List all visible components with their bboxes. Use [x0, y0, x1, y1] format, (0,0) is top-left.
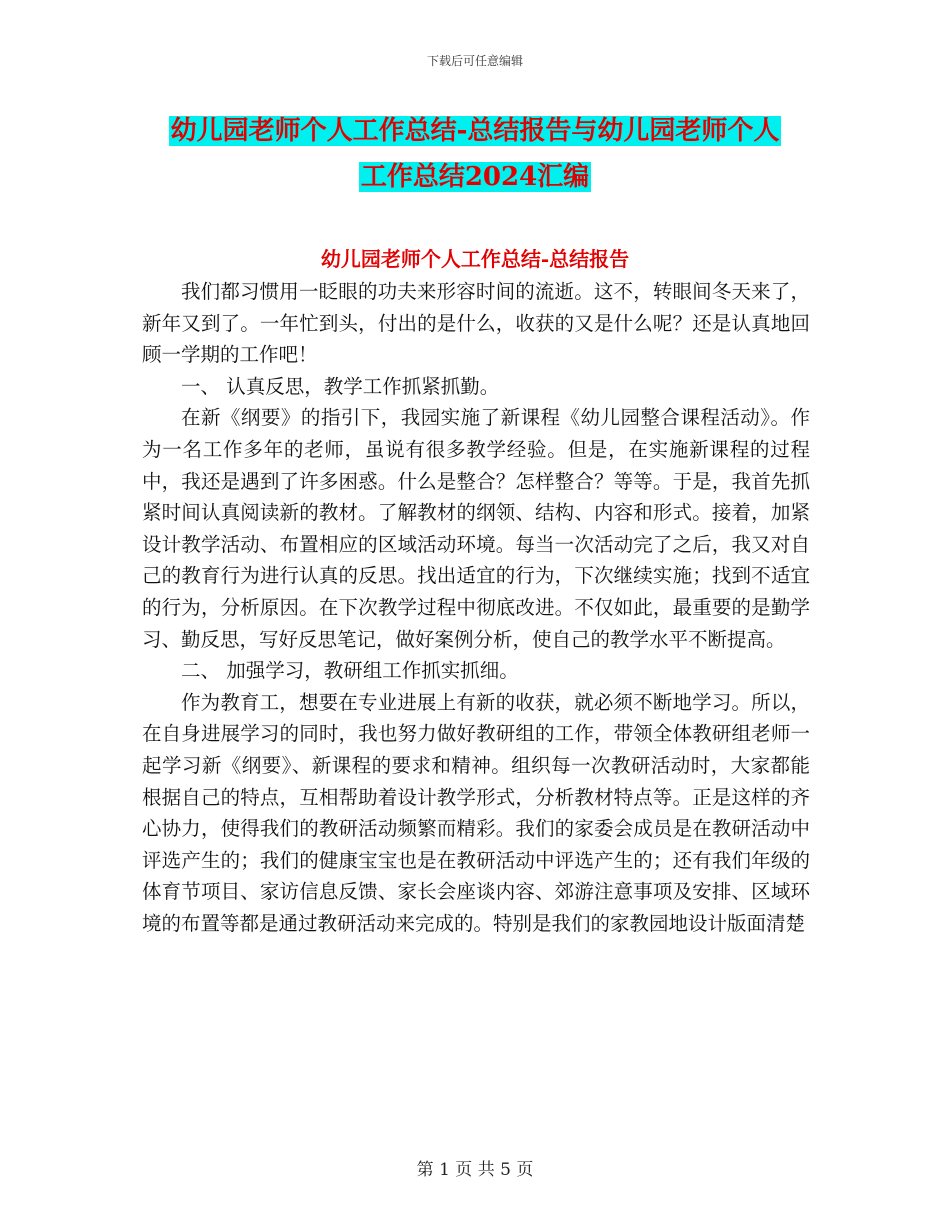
- document-title-line-2: 工作总结2024汇编: [360, 162, 590, 192]
- paragraph-heading: 一、 认真反思，教学工作抓紧抓勤。: [181, 374, 500, 398]
- document-title: [0, 108, 950, 200]
- page-number: 第 1 页 共 5 页: [416, 1160, 534, 1180]
- document-title-line-1: 幼儿园老师个人工作总结-总结报告与幼儿园老师个人: [170, 116, 780, 146]
- paragraph: 在新《纲要》的指引下，我园实施了新课程《幼儿园整合课程活动》。作为一名工作多年的老师，虽说有很多教学经验。但是，在实施新课程的过程中，我还是遇到了许多困惑。什么是整合？怎样整合？等等。于是，我首先抓紧时间认真阅读新的教材。了解教材的纲领、结构、内容和形式。接着，加紧设计教学活动、布置相应的区域活动环境。每当一次活动完了之后，我又对自己的教育行为进行认真的反思。找出适宜的行为，下次继续实施；找到不适宜的行为，分析原因。在下次教学过程中彻底改进。不仅如此，最重要的是勤学习、勤反思，写好反思笔记，做好案例分析，使自己的教学水平不断提高。: [142, 406, 810, 651]
- body-text: [142, 276, 810, 939]
- paragraph-heading: 二、 加强学习，教研组工作抓实抓细。: [181, 659, 519, 683]
- page-header-note: 下载后可任意编辑: [426, 54, 523, 68]
- section-title: 幼儿园老师个人工作总结-总结报告: [320, 247, 630, 271]
- paragraph: 作为教育工，想要在专业进展上有新的收获，就必须不断地学习。所以，在自身进展学习的同时，我也努力做好教研组的工作，带领全体教研组老师一起学习新《纲要》、新课程的要求和精神。组织每一次教研活动时，大家都能根据自己的特点，互相帮助着设计教学形式，分析教材特点等。正是这样的齐心协力，使得我们的教研活动频繁而精彩。我们的家委会成员是在教研活动中评选产生的；我们的健康宝宝也是在教研活动中评选产生的；还有我们年级的体育节项目、家访信息反馈、家长会座谈内容、郊游注意事项及安排、区域环境的布置等都是通过教研活动来完成的。特别是我们的家教园地设计版面清楚: [142, 690, 810, 935]
- paragraph: 我们都习惯用一眨眼的功夫来形容时间的流逝。这不，转眼间冬天来了，新年又到了。一年忙到头，付出的是什么，收获的又是什么呢？还是认真地回顾一学期的工作吧！: [142, 280, 810, 367]
